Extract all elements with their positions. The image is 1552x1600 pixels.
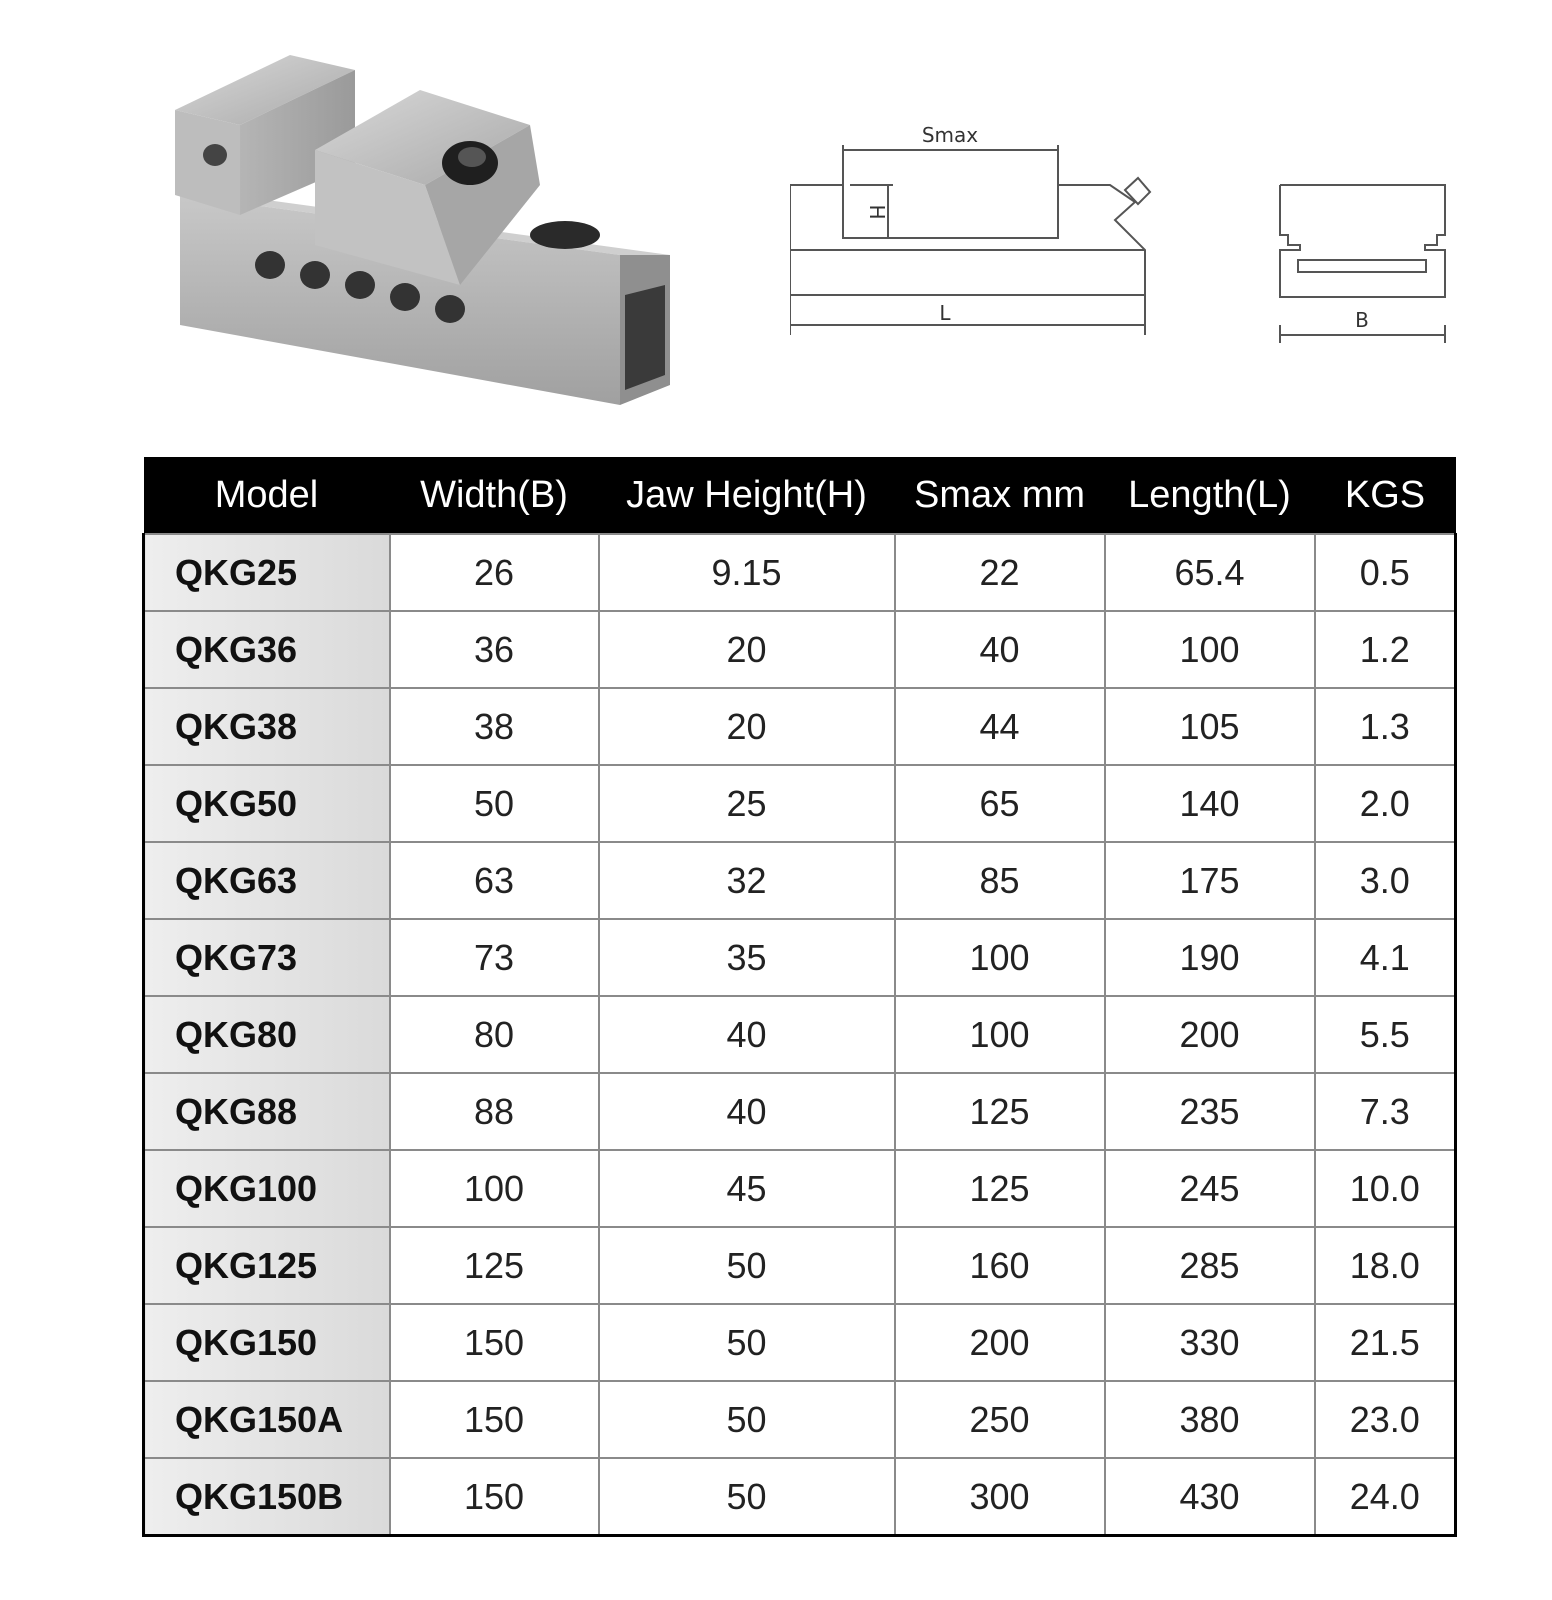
header-jaw-height: Jaw Height(H) (599, 457, 895, 534)
cell-width: 100 (390, 1150, 599, 1227)
cell-length: 65.4 (1105, 534, 1315, 611)
cell-kgs: 1.3 (1315, 688, 1456, 765)
cell-jaw-height: 25 (599, 765, 895, 842)
table-row (144, 1304, 1456, 1381)
cell-length: 330 (1105, 1304, 1315, 1381)
cell-jaw-height: 9.15 (599, 534, 895, 611)
cell-kgs: 1.2 (1315, 611, 1456, 688)
cell-length: 175 (1105, 842, 1315, 919)
cell-jaw-height: 50 (599, 1304, 895, 1381)
cell-jaw-height: 50 (599, 1458, 895, 1536)
l-label: L (939, 301, 951, 325)
cell-model: QKG36 (144, 611, 390, 688)
table-row (144, 1381, 1456, 1458)
cell-smax: 250 (895, 1381, 1105, 1458)
cell-model: QKG73 (144, 919, 390, 996)
cell-kgs: 7.3 (1315, 1073, 1456, 1150)
cell-model: QKG88 (144, 1073, 390, 1150)
table-row (144, 1150, 1456, 1227)
table-row (144, 611, 1456, 688)
header-width: Width(B) (390, 457, 599, 534)
cell-kgs: 3.0 (1315, 842, 1456, 919)
cell-width: 26 (390, 534, 599, 611)
cell-length: 235 (1105, 1073, 1315, 1150)
cell-length: 105 (1105, 688, 1315, 765)
cell-kgs: 18.0 (1315, 1227, 1456, 1304)
cell-kgs: 24.0 (1315, 1458, 1456, 1536)
cell-smax: 125 (895, 1150, 1105, 1227)
table-row (144, 842, 1456, 919)
cell-jaw-height: 20 (599, 611, 895, 688)
cell-smax: 22 (895, 534, 1105, 611)
cell-kgs: 2.0 (1315, 765, 1456, 842)
cell-length: 190 (1105, 919, 1315, 996)
cell-width: 80 (390, 996, 599, 1073)
cell-smax: 40 (895, 611, 1105, 688)
cell-model: QKG100 (144, 1150, 390, 1227)
cell-width: 73 (390, 919, 599, 996)
cell-model: QKG50 (144, 765, 390, 842)
table-row (144, 1073, 1456, 1150)
cell-smax: 160 (895, 1227, 1105, 1304)
cell-smax: 300 (895, 1458, 1105, 1536)
cell-kgs: 10.0 (1315, 1150, 1456, 1227)
table-row (144, 1458, 1456, 1536)
cell-kgs: 23.0 (1315, 1381, 1456, 1458)
spec-table (142, 457, 1457, 1537)
cell-length: 100 (1105, 611, 1315, 688)
cell-jaw-height: 40 (599, 996, 895, 1073)
cell-kgs: 5.5 (1315, 996, 1456, 1073)
cell-model: QKG125 (144, 1227, 390, 1304)
table-row (144, 1227, 1456, 1304)
cell-model: QKG63 (144, 842, 390, 919)
cell-model: QKG25 (144, 534, 390, 611)
cell-length: 200 (1105, 996, 1315, 1073)
cell-smax: 125 (895, 1073, 1105, 1150)
table-row (144, 996, 1456, 1073)
header-row (144, 457, 1456, 534)
end-view-drawing (1275, 175, 1465, 350)
table-row (144, 919, 1456, 996)
b-label: B (1355, 308, 1369, 332)
cell-width: 63 (390, 842, 599, 919)
cell-kgs: 0.5 (1315, 534, 1456, 611)
cell-length: 245 (1105, 1150, 1315, 1227)
table-row (144, 534, 1456, 611)
cell-smax: 100 (895, 996, 1105, 1073)
header-smax: Smax mm (895, 457, 1105, 534)
cell-width: 125 (390, 1227, 599, 1304)
cell-jaw-height: 32 (599, 842, 895, 919)
cell-smax: 44 (895, 688, 1105, 765)
smax-label: Smax (921, 123, 979, 147)
table-row (144, 765, 1456, 842)
cell-width: 150 (390, 1381, 599, 1458)
cell-jaw-height: 35 (599, 919, 895, 996)
cell-length: 380 (1105, 1381, 1315, 1458)
cell-jaw-height: 40 (599, 1073, 895, 1150)
cell-length: 140 (1105, 765, 1315, 842)
cell-length: 285 (1105, 1227, 1315, 1304)
cell-jaw-height: 50 (599, 1227, 895, 1304)
vise-photo (170, 45, 690, 425)
cell-width: 38 (390, 688, 599, 765)
cell-smax: 200 (895, 1304, 1105, 1381)
cell-width: 150 (390, 1304, 599, 1381)
cell-smax: 65 (895, 765, 1105, 842)
h-label: H (865, 204, 889, 220)
side-view-drawing (790, 120, 1180, 350)
cell-model: QKG150B (144, 1458, 390, 1536)
cell-jaw-height: 20 (599, 688, 895, 765)
table-row (144, 688, 1456, 765)
cell-width: 150 (390, 1458, 599, 1536)
cell-model: QKG150 (144, 1304, 390, 1381)
cell-model: QKG80 (144, 996, 390, 1073)
header-length: Length(L) (1105, 457, 1315, 534)
cell-model: QKG150A (144, 1381, 390, 1458)
header-model: Model (144, 457, 390, 534)
cell-jaw-height: 45 (599, 1150, 895, 1227)
header-kgs: KGS (1315, 457, 1456, 534)
cell-smax: 100 (895, 919, 1105, 996)
cell-kgs: 4.1 (1315, 919, 1456, 996)
cell-width: 50 (390, 765, 599, 842)
cell-width: 36 (390, 611, 599, 688)
cell-model: QKG38 (144, 688, 390, 765)
cell-width: 88 (390, 1073, 599, 1150)
cell-length: 430 (1105, 1458, 1315, 1536)
cell-kgs: 21.5 (1315, 1304, 1456, 1381)
cell-smax: 85 (895, 842, 1105, 919)
cell-jaw-height: 50 (599, 1381, 895, 1458)
